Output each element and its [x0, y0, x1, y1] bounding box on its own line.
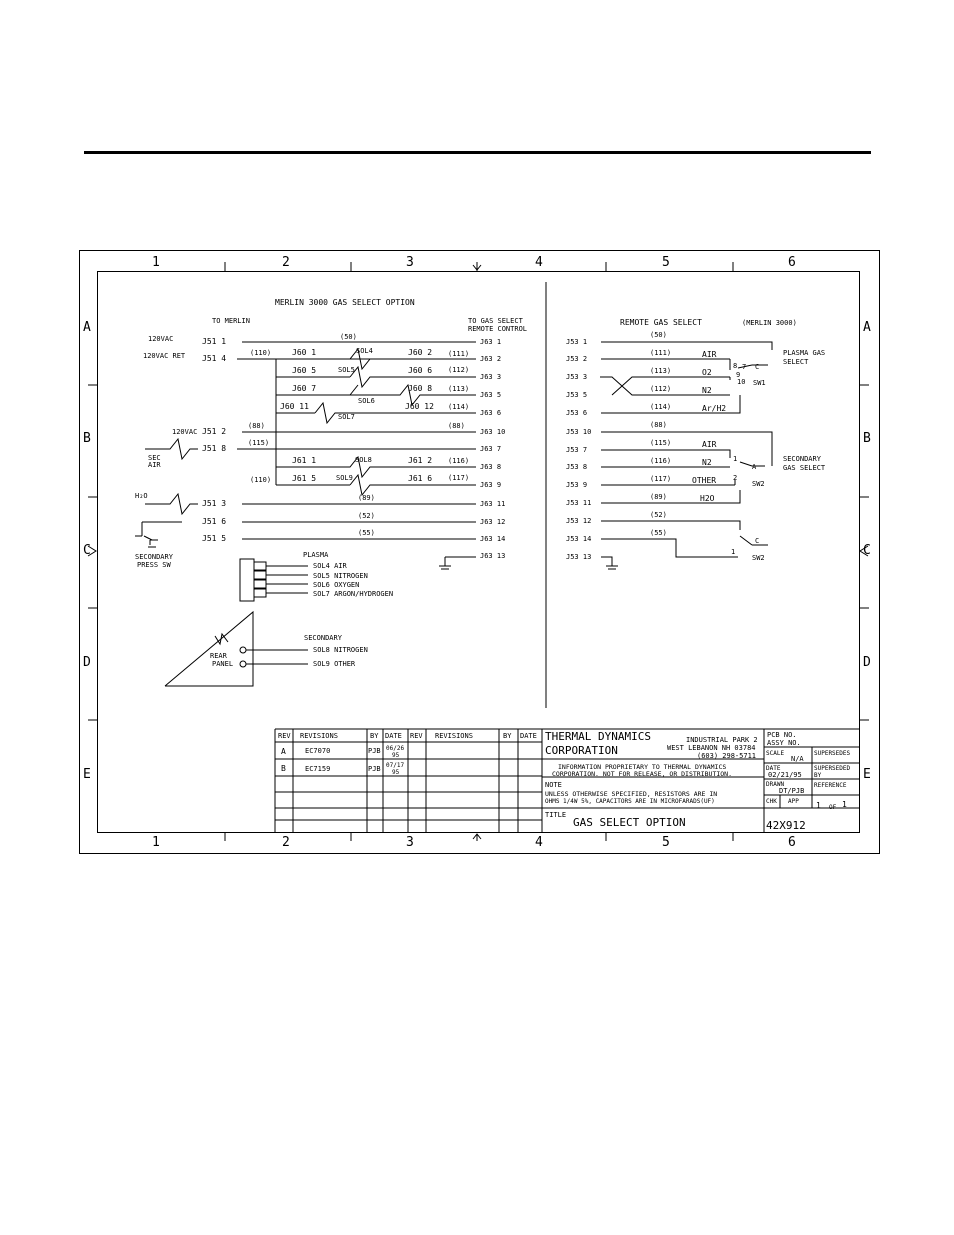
- gas-air2-label: AIR: [702, 440, 717, 449]
- rev-header: REV: [278, 732, 291, 740]
- drawn-value: DT/PJB: [779, 787, 805, 795]
- pcb-no-label: PCB NO.: [767, 731, 797, 739]
- pin-label: C: [755, 363, 760, 371]
- row-label-a-right: A: [863, 320, 871, 335]
- j53-pin-6: J53 6: [566, 409, 588, 417]
- j51-pin-4: J51 4: [202, 354, 227, 363]
- wire-number: (52): [650, 511, 667, 519]
- j53-pin-10: J53 10: [566, 428, 592, 436]
- wire-number: (55): [358, 529, 375, 537]
- scale-value: N/A: [791, 755, 804, 763]
- j51-pin-6: J51 6: [202, 517, 227, 526]
- switch-sw1-label: SW1: [753, 379, 766, 387]
- sheet-of-label: OF: [829, 804, 837, 811]
- switch-sw2-label: SW2: [752, 480, 765, 488]
- connector-label: J60 8: [408, 384, 433, 393]
- company-name-1: THERMAL DYNAMICS: [545, 730, 651, 743]
- j63-pin-3: J63 3: [480, 373, 502, 381]
- revision-ec: EC7159: [305, 765, 331, 773]
- wire-number: (50): [650, 331, 667, 339]
- drawing-number: 42X912: [766, 819, 806, 832]
- superseded-label-1: SUPERSEDED: [814, 765, 851, 772]
- connector-label: J60 2: [408, 348, 433, 357]
- j63-pin-8: J63 8: [480, 463, 502, 471]
- j51-pin-3: J51 3: [202, 499, 227, 508]
- gas-n2b-label: N2: [702, 458, 712, 467]
- secondary-gas-label-1: SECONDARY: [783, 455, 821, 463]
- pin-label: 1: [733, 455, 738, 463]
- gas-o2-label: O2: [702, 368, 712, 377]
- j53-pin-12: J53 12: [566, 517, 592, 525]
- date-value: 02/21/95: [768, 771, 802, 779]
- assy-no-label: ASSY NO.: [767, 739, 801, 747]
- connector-label: J60 5: [292, 366, 317, 375]
- col-label-3: 3: [406, 255, 414, 270]
- switch-sw2b-label: SW2: [752, 554, 765, 562]
- gas-n2-label: N2: [702, 386, 712, 395]
- solenoid-label: SOL4: [356, 347, 373, 355]
- proprietary-notice-2: CORPORATION. NOT FOR RELEASE, OR DISTRIBUTION.: [552, 770, 733, 778]
- superseded-label-2: BY: [814, 772, 822, 779]
- revision-letter: A: [281, 747, 286, 756]
- right-subtitle: (MERLIN 3000): [742, 319, 797, 327]
- wire-number: (114): [650, 403, 672, 411]
- note-text-1: UNLESS OTHERWISE SPECIFIED, RESISTORS ARE IN: [545, 790, 718, 798]
- wire-number: (113): [650, 367, 672, 375]
- pin-label: 10: [737, 378, 746, 386]
- row-label-d: D: [83, 655, 91, 670]
- j63-pin-1: J63 1: [480, 338, 502, 346]
- revision-letter: B: [281, 764, 286, 773]
- pin-label: 7: [742, 363, 747, 371]
- date-label: DATE: [766, 765, 781, 772]
- j53-pin-13: J53 13: [566, 553, 592, 561]
- connector-label: J61 1: [292, 456, 317, 465]
- pin-label: C: [755, 537, 760, 545]
- j63-pin-6: J63 6: [480, 409, 502, 417]
- chk-label: CHK: [766, 798, 777, 805]
- secondary-legend-item: SOL9 OTHER: [313, 660, 356, 668]
- j63-pin-9: J63 9: [480, 481, 502, 489]
- wire-number: (116): [448, 457, 470, 465]
- rear-panel-label-1: REAR: [210, 652, 227, 660]
- wire-number: (89): [358, 494, 375, 502]
- plasma-gas-label-2: SELECT: [783, 358, 809, 366]
- revision-by: PJB: [368, 747, 381, 755]
- row-label-c: C: [83, 543, 91, 558]
- drawing-title: GAS SELECT OPTION: [573, 816, 686, 829]
- col-label-5-bottom: 5: [662, 835, 670, 850]
- connector-label: J61 2: [408, 456, 433, 465]
- j63-pin-13: J63 13: [480, 552, 506, 560]
- col-label-2-bottom: 2: [282, 835, 290, 850]
- j63-pin-10: J63 10: [480, 428, 506, 436]
- connector-label: J60 12: [405, 402, 434, 411]
- wire-number: (111): [448, 350, 470, 358]
- revision-date: 95: [392, 769, 400, 776]
- supersedes-label: SUPERSEDES: [814, 750, 851, 757]
- solenoid-label: SOL8: [355, 456, 372, 464]
- plasma-legend-title: PLASMA: [303, 551, 329, 559]
- col-label-6: 6: [788, 255, 796, 270]
- wire-number: (114): [448, 403, 470, 411]
- j53-pin-14: J53 14: [566, 535, 592, 543]
- note-text-2: OHMS 1/4W 5%, CAPACITORS ARE IN MICROFARADS(UF): [545, 798, 715, 805]
- solenoid-label: SOL9: [336, 474, 353, 482]
- to-gas-select-label: TO GAS SELECT: [468, 317, 523, 325]
- gas-h2o-label: H2O: [700, 494, 715, 503]
- j53-pin-8: J53 8: [566, 463, 588, 471]
- secondary-gas-label-2: GAS SELECT: [783, 464, 826, 472]
- wire-number: (88): [448, 422, 465, 430]
- secondary-legend-title: SECONDARY: [304, 634, 342, 642]
- wire-number: (52): [358, 512, 375, 520]
- wire-number: (88): [650, 421, 667, 429]
- press-sw-label-1: SECONDARY: [135, 553, 173, 561]
- row-label-b: B: [83, 431, 91, 446]
- wire-number: (112): [650, 385, 672, 393]
- drawn-label: DRAWN: [766, 781, 785, 788]
- j53-pin-9: J53 9: [566, 481, 588, 489]
- connector-label: J60 6: [408, 366, 433, 375]
- wire-number: (113): [448, 385, 470, 393]
- signal-120vac-2: 120VAC: [172, 428, 198, 436]
- pin-label: 8: [733, 362, 738, 370]
- sheet-total: 1: [842, 800, 847, 809]
- j53-pin-5: J53 5: [566, 391, 588, 399]
- connector-label: J61 6: [408, 474, 433, 483]
- col-label-1: 1: [152, 255, 160, 270]
- by-header: BY: [370, 732, 379, 740]
- company-phone: (603) 298-5711: [697, 752, 757, 760]
- revision-ec: EC7070: [305, 747, 331, 755]
- j53-pin-2: J53 2: [566, 355, 588, 363]
- wire-number: (111): [650, 349, 672, 357]
- col-label-4-bottom: 4: [535, 835, 543, 850]
- j53-pin-1: J53 1: [566, 338, 588, 346]
- scale-label: SCALE: [766, 750, 785, 757]
- company-address-2: WEST LEBANON NH 03784: [667, 744, 756, 752]
- wire-number: (115): [248, 439, 270, 447]
- row-label-b-right: B: [863, 431, 871, 446]
- solenoid-label: SOL5: [338, 366, 355, 374]
- revision-date: 95: [392, 752, 400, 759]
- col-label-4: 4: [535, 255, 543, 270]
- plasma-legend-item: SOL4 AIR: [313, 562, 347, 570]
- date-header: DATE: [520, 732, 537, 740]
- revisions-header: REVISIONS: [300, 732, 338, 740]
- plasma-legend-item: SOL6 OXYGEN: [313, 581, 360, 589]
- j63-pin-7: J63 7: [480, 445, 502, 453]
- j63-pin-12: J63 12: [480, 518, 506, 526]
- signal-120vac-ret: 120VAC RET: [143, 352, 186, 360]
- j51-pin-1: J51 1: [202, 337, 227, 346]
- wire-number: (117): [650, 475, 672, 483]
- right-title: REMOTE GAS SELECT: [620, 318, 702, 327]
- gas-other-label: OTHER: [692, 476, 717, 485]
- row-label-d-right: D: [863, 655, 871, 670]
- revision-date: 07/17: [386, 762, 405, 769]
- row-label-e: E: [83, 767, 91, 782]
- company-name-2: CORPORATION: [545, 744, 618, 757]
- to-merlin-label: TO MERLIN: [212, 317, 250, 325]
- wire-number: (55): [650, 529, 667, 537]
- app-label: APP: [788, 798, 799, 805]
- pin-label: 2: [733, 474, 738, 482]
- wire-number: (115): [650, 439, 672, 447]
- date-header: DATE: [385, 732, 402, 740]
- j53-pin-3: J53 3: [566, 373, 588, 381]
- col-label-6-bottom: 6: [788, 835, 796, 850]
- plasma-legend-item: SOL5 NITROGEN: [313, 572, 368, 580]
- j51-pin-2: J51 2: [202, 427, 227, 436]
- row-label-c-right: C: [863, 543, 871, 558]
- wire-number: (117): [448, 474, 470, 482]
- note-label: NOTE: [545, 781, 562, 789]
- wire-number: (116): [650, 457, 672, 465]
- col-label-1-bottom: 1: [152, 835, 160, 850]
- left-title: MERLIN 3000 GAS SELECT OPTION: [275, 298, 415, 307]
- j63-pin-14: J63 14: [480, 535, 506, 543]
- wire-number: (110): [250, 349, 272, 357]
- col-label-5: 5: [662, 255, 670, 270]
- by-header: BY: [503, 732, 512, 740]
- solenoid-label: SOL6: [358, 397, 375, 405]
- wire-number: (89): [650, 493, 667, 501]
- revision-date: 06/26: [386, 745, 405, 752]
- col-label-2: 2: [282, 255, 290, 270]
- wire-number: (88): [248, 422, 265, 430]
- plasma-legend-item: SOL7 ARGON/HYDROGEN: [313, 590, 394, 598]
- j51-pin-8: J51 8: [202, 444, 227, 453]
- gas-air-label: AIR: [702, 350, 717, 359]
- pin-label: 1: [731, 548, 736, 556]
- row-label-e-right: E: [863, 767, 871, 782]
- gas-arh2-label: Ar/H2: [702, 404, 727, 413]
- h2o-label: H₂O: [135, 492, 148, 500]
- connector-label: J61 5: [292, 474, 317, 483]
- j51-pin-5: J51 5: [202, 534, 227, 543]
- company-address-1: INDUSTRIAL PARK 2: [686, 736, 758, 744]
- revision-by: PJB: [368, 765, 381, 773]
- j63-pin-2: J63 2: [480, 355, 502, 363]
- revisions-header: REVISIONS: [435, 732, 473, 740]
- secondary-legend-item: SOL8 NITROGEN: [313, 646, 368, 654]
- pin-label: 9: [736, 371, 741, 379]
- j63-pin-11: J63 11: [480, 500, 506, 508]
- reference-label: REFERENCE: [814, 782, 847, 789]
- col-label-3-bottom: 3: [406, 835, 414, 850]
- j53-pin-7: J53 7: [566, 446, 588, 454]
- press-sw-label-2: PRESS SW: [137, 561, 171, 569]
- rear-panel-label-2: PANEL: [212, 660, 234, 668]
- pin-label: A: [752, 463, 757, 471]
- connector-label: J60 11: [280, 402, 309, 411]
- wire-number: (112): [448, 366, 470, 374]
- row-label-a: A: [83, 320, 91, 335]
- solenoid-label: SOL7: [338, 413, 355, 421]
- sec-air-label-1: SEC: [148, 454, 161, 462]
- rev-header: REV: [410, 732, 423, 740]
- wire-number: (110): [250, 476, 272, 484]
- title-label: TITLE: [545, 811, 567, 819]
- proprietary-notice-1: INFORMATION PROPRIETARY TO THERMAL DYNAMICS: [558, 763, 727, 771]
- plasma-gas-label-1: PLASMA GAS: [783, 349, 826, 357]
- sec-air-label-2: AIR: [148, 461, 161, 469]
- remote-control-label: REMOTE CONTROL: [468, 325, 528, 333]
- connector-label: J60 7: [292, 384, 317, 393]
- connector-label: J60 1: [292, 348, 317, 357]
- sheet-number: 1: [816, 801, 821, 810]
- j63-pin-5: J63 5: [480, 391, 502, 399]
- signal-120vac: 120VAC: [148, 335, 174, 343]
- j53-pin-11: J53 11: [566, 499, 592, 507]
- wire-number: (50): [340, 333, 357, 341]
